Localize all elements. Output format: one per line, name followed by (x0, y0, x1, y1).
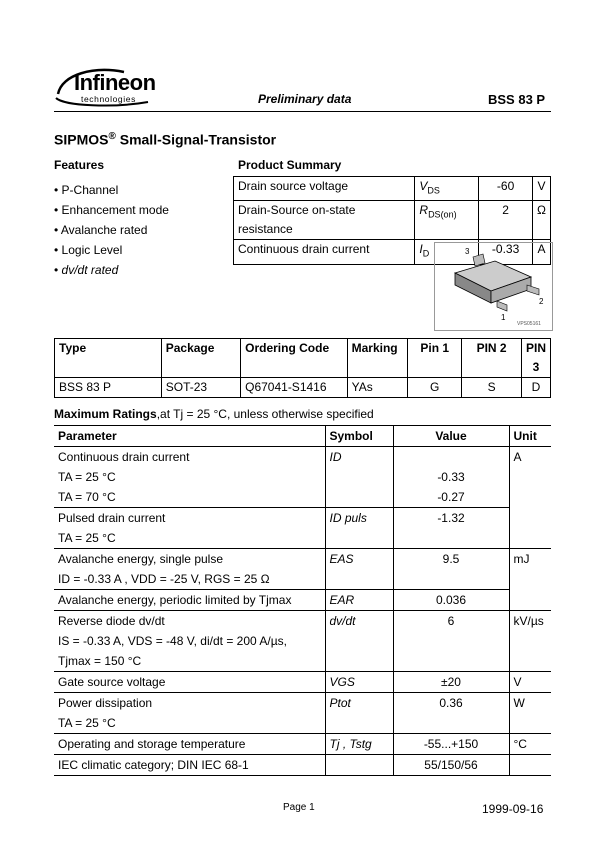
pin-label: 3 (465, 247, 470, 256)
summary-unit: V (533, 177, 551, 201)
table-cell: D (521, 378, 550, 398)
col-header: PIN 3 (521, 339, 550, 378)
param-cell: Continuous drain current TA = 25 °C TA = 70 °C (54, 447, 325, 508)
unit-cell: V (509, 672, 551, 693)
value-cell: ±20 (393, 672, 509, 693)
features-heading: Features (54, 158, 105, 172)
table-row (234, 201, 551, 240)
unit-cell: °C (509, 734, 551, 755)
header-rule (54, 111, 551, 112)
summary-unit: A (533, 240, 551, 264)
title-main: SIPMOS (54, 131, 109, 148)
col-header: PIN 2 (462, 339, 522, 378)
param-cell: Avalanche energy, periodic limited by Tjmax (54, 590, 325, 611)
feature-item: • Enhancement mode (54, 203, 169, 217)
summary-param: Continuous drain current (234, 240, 415, 264)
ratings-heading: Maximum Ratings,at Tj = 25 °C, unless otherwise specified (54, 407, 374, 421)
symbol-cell: Ptot (325, 693, 393, 734)
company-logo (54, 64, 154, 108)
col-header-value: Value (393, 426, 509, 447)
table-cell: SOT-23 (161, 378, 240, 398)
symbol-cell: ID puls (325, 508, 393, 549)
summary-symbol: $V_{DS}$ (415, 177, 479, 201)
value-cell: 9.5 (393, 549, 509, 590)
pin-label: 2 (539, 297, 544, 306)
value-cell: 6 (393, 611, 509, 672)
col-header-symbol: Symbol (325, 426, 393, 447)
param-cell: Power dissipation TA = 25 °C (54, 693, 325, 734)
table-cell: BSS 83 P (55, 378, 162, 398)
feature-item: • dv/dt rated (54, 263, 119, 277)
unit-cell (509, 755, 551, 776)
table-header-row (54, 426, 551, 447)
col-header: Ordering Code (241, 339, 348, 378)
table-row (54, 672, 551, 693)
symbol-cell: EAS (325, 549, 393, 590)
value-cell: -1.32 (393, 508, 509, 549)
col-header-parameter: Parameter (54, 426, 325, 447)
page-number: Page 1 (283, 802, 315, 813)
sot23-package-icon (435, 243, 552, 330)
symbol-cell (325, 755, 393, 776)
table-row (54, 734, 551, 755)
symbol-cell: dv/dt (325, 611, 393, 672)
param-cell: IEC climatic category; DIN IEC 68-1 (54, 755, 325, 776)
document-status: Preliminary data (258, 92, 352, 106)
pin-label: 1 (501, 313, 506, 322)
summary-param: Drain source voltage (234, 177, 415, 201)
summary-value: -60 (479, 177, 533, 201)
package-code: VPS05161 (517, 321, 541, 327)
symbol-cell: ID (325, 447, 393, 508)
param-cell: Operating and storage temperature (54, 734, 325, 755)
table-row (54, 549, 551, 590)
value-cell: 0.36 (393, 693, 509, 734)
symbol-cell: EAR (325, 590, 393, 611)
value-cell: 0.036 (393, 590, 509, 611)
value-cell: -55...+150 (393, 734, 509, 755)
logo-subtext: technologies (81, 94, 136, 104)
summary-unit: Ω (533, 201, 551, 240)
unit-cell: W (509, 693, 551, 734)
table-row (54, 755, 551, 776)
package-drawing (434, 242, 553, 331)
summary-param: Drain-Source on-state resistance (234, 201, 415, 240)
table-row (54, 611, 551, 672)
table-row (54, 590, 551, 611)
document-date: 1999-09-16 (482, 802, 544, 816)
feature-item: • Avalanche rated (54, 223, 148, 237)
summary-symbol: $R_{DS(on)}$ (415, 201, 479, 240)
col-header-unit: Unit (509, 426, 551, 447)
table-row (54, 693, 551, 734)
col-header: Pin 1 (408, 339, 462, 378)
param-cell: Pulsed drain current TA = 25 °C (54, 508, 325, 549)
unit-cell: mJ (509, 549, 551, 611)
table-header-row (55, 339, 551, 378)
table-cell: S (462, 378, 522, 398)
table-row (54, 447, 551, 508)
title-reg: ® (108, 131, 116, 142)
title-rest: Small-Signal-Transistor (115, 131, 277, 148)
symbol-cell: VGS (325, 672, 393, 693)
summary-symbol: $I_D$ (415, 240, 479, 264)
table-cell: G (408, 378, 462, 398)
value-cell: 55/150/56 (393, 755, 509, 776)
page-title (54, 131, 276, 148)
param-cell: Avalanche energy, single pulse ID = -0.33 A , VDD = -25 V, RGS = 25 Ω (54, 549, 325, 590)
col-header: Marking (347, 339, 408, 378)
summary-value: -0.33 (479, 240, 533, 264)
maximum-ratings-table (54, 425, 551, 776)
unit-cell: A (509, 447, 551, 549)
table-cell: Q67041-S1416 (241, 378, 348, 398)
logo-text: Infineon (74, 70, 156, 95)
part-number-header: BSS 83 P (488, 92, 546, 107)
feature-item: • Logic Level (54, 243, 123, 257)
param-cell: Gate source voltage (54, 672, 325, 693)
table-row (234, 177, 551, 201)
features-list (54, 180, 169, 280)
summary-heading: Product Summary (238, 158, 342, 172)
symbol-cell: Tj , Tstg (325, 734, 393, 755)
unit-cell: kV/µs (509, 611, 551, 672)
summary-value: 2 (479, 201, 533, 240)
type-table (54, 338, 551, 398)
col-header: Type (55, 339, 162, 378)
value-cell: -0.33 -0.27 (393, 447, 509, 508)
table-row (55, 378, 551, 398)
feature-item: • P-Channel (54, 183, 119, 197)
col-header: Package (161, 339, 240, 378)
param-cell: Reverse diode dv/dt IS = -0.33 A, VDS = -48 V, di/dt = 200 A/µs, Tjmax = 150 °C (54, 611, 325, 672)
table-cell: YAs (347, 378, 408, 398)
table-row (54, 508, 551, 549)
